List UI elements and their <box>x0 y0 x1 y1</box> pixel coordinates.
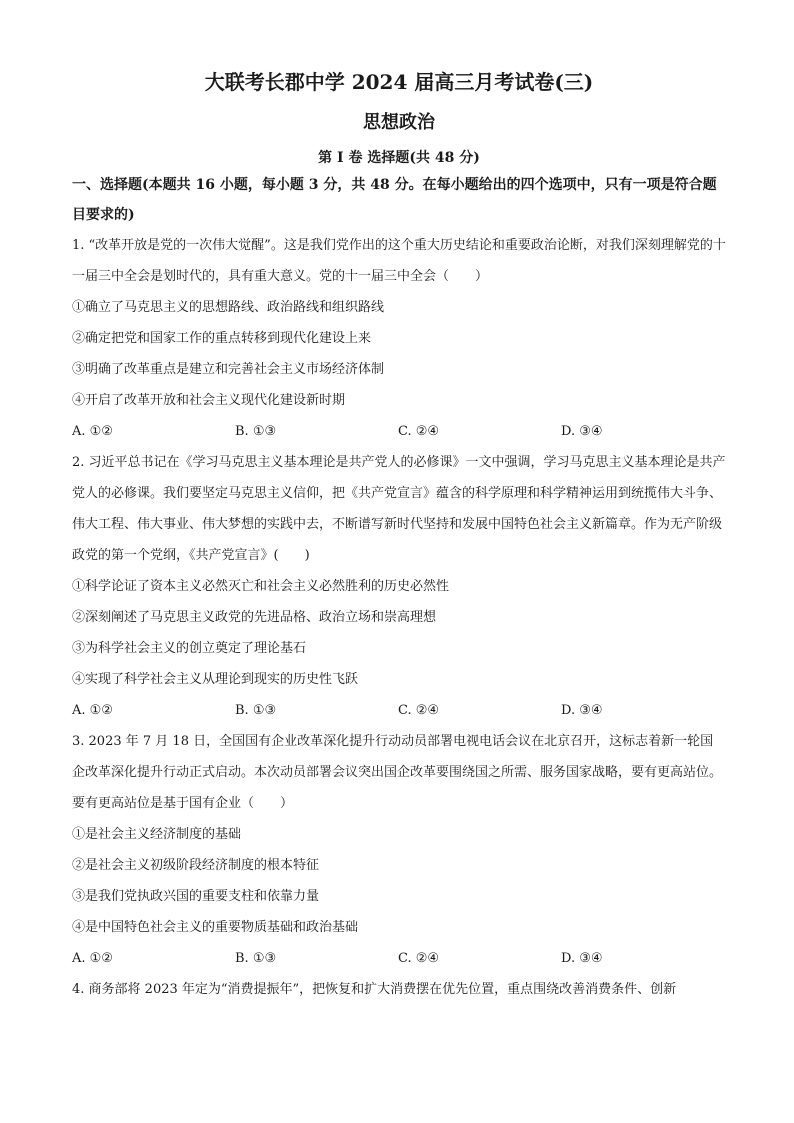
choice-a: A. ①② <box>72 703 113 718</box>
choice-b: B. ①③ <box>235 424 277 439</box>
statement-option: ②确定把党和国家工作的重点转移到现代化建设上来 <box>72 331 372 346</box>
exam-title: 大联考长郡中学 2024 届高三月考试卷(三) <box>204 70 594 94</box>
answer-choices <box>72 943 726 974</box>
choice-b: B. ①③ <box>235 703 277 718</box>
statement-option: ②是社会主义初级阶段经济制度的根本特征 <box>72 858 320 873</box>
question-stem: 4. 商务部将 2023 年定为“消费提振年”，把恢复和扩大消费摆在优先位置，重点围绕改善消费条件、创新 <box>72 982 677 997</box>
statement-option: ①科学论证了资本主义必然灭亡和社会主义必然胜利的历史必然性 <box>72 579 450 594</box>
statement-option: ①确立了马克思主义的思想路线、政治路线和组织路线 <box>72 300 385 315</box>
choice-c: C. ②④ <box>398 424 440 439</box>
statement-option: ③为科学社会主义的创立奠定了理论基石 <box>72 641 307 656</box>
statement-option: ①是社会主义经济制度的基础 <box>72 827 242 842</box>
answer-choices <box>72 416 726 447</box>
statement-option: ④开启了改革开放和社会主义现代化建设新时期 <box>72 393 346 408</box>
choice-d: D. ③④ <box>561 424 603 439</box>
question-stem: 2. 习近平总书记在《学习马克思主义基本理论是共产党人的必修课》一文中强调，学习马克思主义基本理论是共产党人的必修课。我们要坚定马克思主义信仰，把《共产党宣言》蕴含的科学原理和科学精神运用到统揽伟大斗争、伟大工程、伟大事业、伟大梦想的实践中去，不断谱写新时代坚持和发展中国特色社会主义新篇章。作为无产阶级政党的第一个党纲，《共产党宣言》( ) <box>72 455 726 563</box>
choice-d: D. ③④ <box>561 951 603 966</box>
subject-title: 思想政治 <box>363 112 435 133</box>
choice-c: C. ②④ <box>398 703 440 718</box>
statement-option: ②深刻阐述了马克思主义政党的先进品格、政治立场和崇高理想 <box>72 610 437 625</box>
choice-a: A. ①② <box>72 951 113 966</box>
answer-choices <box>72 695 726 726</box>
exam-page <box>72 60 726 1005</box>
statement-option: ④实现了科学社会主义从理论到现实的历史性飞跃 <box>72 672 359 687</box>
question-stem: 1. “改革开放是党的一次伟大觉醒”。这是我们党作出的这个重大历史结论和重要政治论断，对我们深刻理解党的十一届三中全会是划时代的，具有重大意义。党的十一届三中全会（ ） <box>72 238 726 284</box>
choice-a: A. ①② <box>72 424 113 439</box>
statement-option: ③明确了改革重点是建立和完善社会主义市场经济体制 <box>72 362 385 377</box>
question-stem: 3. 2023 年 7 月 18 日，全国国有企业改革深化提升行动动员部署电视电话会议在北京召开，这标志着新一轮国企改革深化提升行动正式启动。本次动员部署会议突出国企改革要围绕国之所需、服务国家战略，要有更高站位。要有更高站位是基于国有企业（ ） <box>72 734 723 811</box>
statement-option: ③是我们党执政兴国的重要支柱和依靠力量 <box>72 889 320 904</box>
choice-b: B. ①③ <box>235 951 277 966</box>
statement-option: ④是中国特色社会主义的重要物质基础和政治基础 <box>72 920 359 935</box>
section-heading: 一、选择题(本题共 16 小题，每小题 3 分，共 48 分。在每小题给出的四个选项中，只有一项是符合题目要求的) <box>72 177 717 223</box>
part-heading: 第 I 卷 选择题(共 48 分) <box>318 150 480 166</box>
choice-c: C. ②④ <box>398 951 440 966</box>
choice-d: D. ③④ <box>561 703 603 718</box>
